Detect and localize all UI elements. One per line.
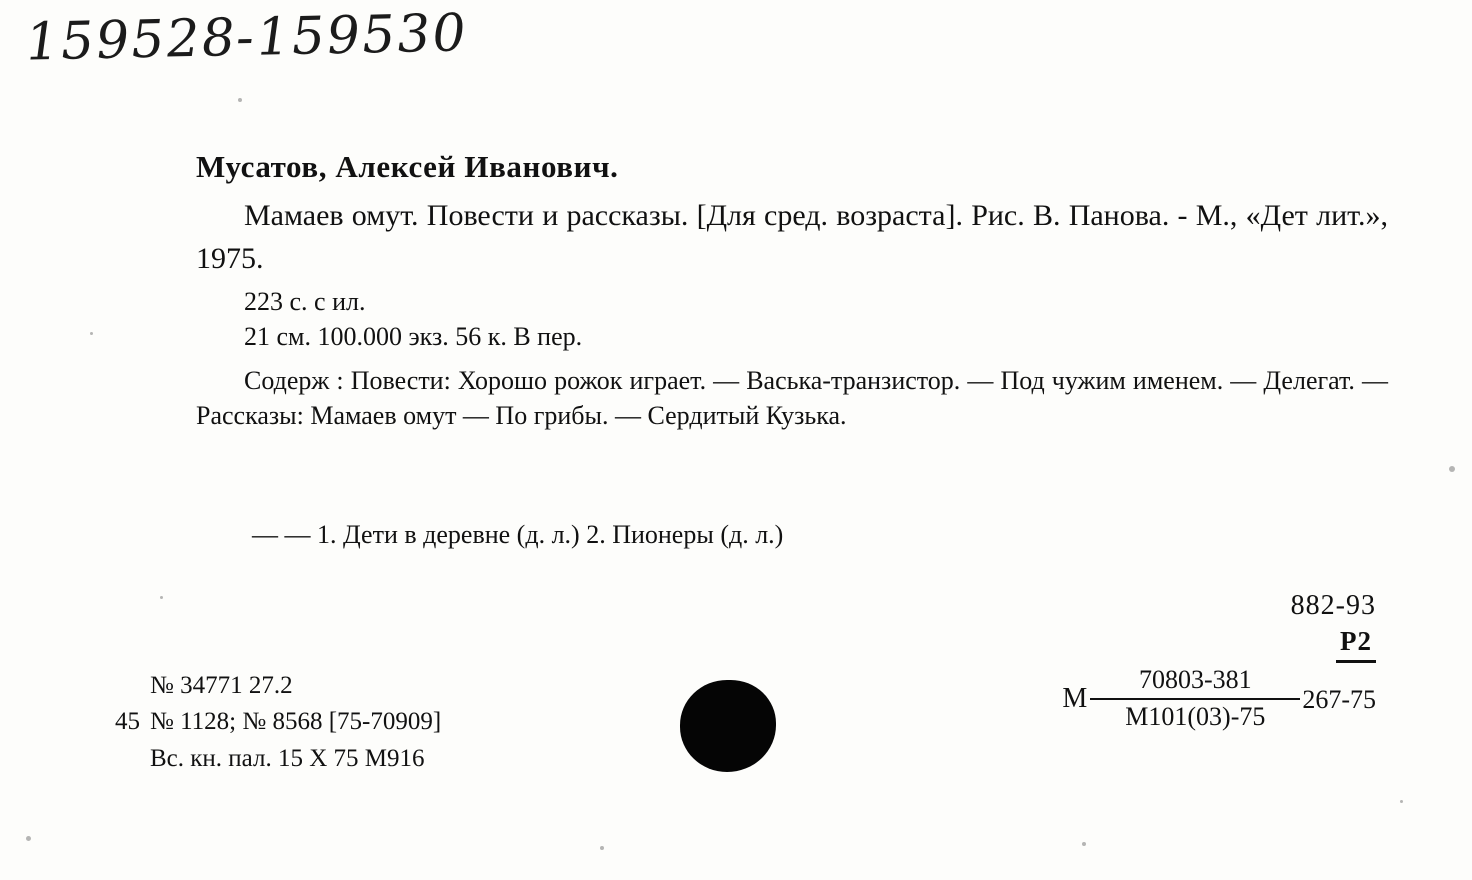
control-number-prefix: М [1062, 682, 1089, 714]
acquisition-row [88, 668, 441, 704]
scan-speck [26, 836, 31, 841]
scan-speck [90, 332, 93, 335]
acquisition-line-2: № 1128; № 8568 [75-70909] [150, 708, 442, 736]
ink-blot [680, 680, 776, 772]
fraction-numerator: 70803-381 [1138, 665, 1252, 694]
acquisition-line-3: Вс. кн. пал. 15 X 75 М916 [150, 744, 425, 772]
scan-speck [1400, 800, 1403, 803]
author-heading: Мусатов, Алексей Иванович. [196, 149, 619, 184]
classification-block [1291, 588, 1376, 663]
shelf-number: 45 [115, 708, 140, 736]
udk-number: 882-93 [1290, 590, 1376, 621]
acquisition-block [88, 668, 441, 777]
physical-description: 21 см. 100.000 экз. 56 к. В пер. [244, 322, 583, 352]
acquisition-row [88, 741, 441, 777]
subject-class-code: Р2 [1336, 625, 1376, 663]
fraction-denominator: М101(03)-75 [1125, 701, 1266, 731]
control-number-suffix: 267-75 [1302, 684, 1376, 714]
title-statement-text: Мамаев омут. Повести и рассказы. [Для сред. возраста]. Рис. В. Панова. - М., «Дет лит.», 1975. [196, 199, 1388, 275]
fraction-bar [1090, 698, 1300, 700]
scan-speck [600, 846, 604, 850]
bibliographic-record [196, 148, 1388, 434]
scan-speck [238, 98, 242, 102]
subject-tracings: — — 1. Дети в деревне (д. л.) 2. Пионеры (д. л.) [252, 520, 784, 549]
title-statement [196, 195, 1388, 280]
control-number-fraction [1062, 665, 1376, 732]
contents-note-text: Содерж : Повести: Хорошо рожок играет. — Васька-транзистор. — Под чужим именем. — Делегат. — Рассказы: Мамаев омут — По грибы. — Сердитый Кузька. [196, 365, 1388, 431]
fraction-stack [1090, 665, 1300, 732]
pagination-statement: 223 с. с ил. [244, 287, 366, 317]
acquisition-row [88, 704, 441, 740]
handwritten-call-number: 159528-159530 [21, 3, 472, 73]
acquisition-line-1: № 34771 27.2 [150, 672, 293, 699]
contents-note [196, 363, 1388, 435]
scan-speck [1082, 842, 1086, 846]
scan-speck [160, 596, 163, 599]
scan-speck [1449, 466, 1455, 472]
